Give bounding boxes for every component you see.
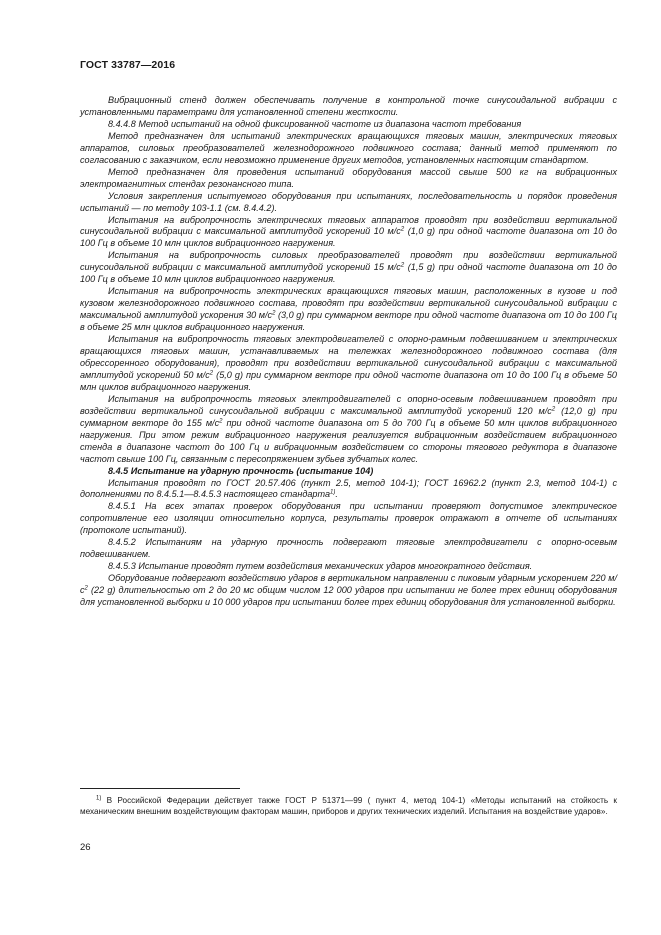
paragraph [80, 286, 617, 334]
paragraph-text: Испытания на вибропрочность электрических тяговых аппаратов проводят при воздействии вертикальной синусоидальной вибрации с максимальной амплитудой ускорений 10 м/с [80, 214, 617, 237]
footnote [80, 795, 617, 817]
footnote-marker: 1) [96, 795, 102, 802]
paragraph: 8.4.4.8 Метод испытаний на одной фиксированной частоте из диапазона частот требования [108, 118, 522, 129]
section-heading: 8.4.5 Испытание на ударную прочность (испытание 104) [108, 465, 374, 476]
footnote-text: В Российской Федерации действует также ГОСТ Р 51371—99 ( пункт 4, метод 104-1) «Методы испытаний на стойкость к механическим внешним воздействующим факторам машин, приборов и других технических изделий. Испытания на воздействие ударов». [80, 796, 617, 816]
superscript: 1) [330, 489, 336, 496]
paragraph: 8.4.5.2 Испытаниям на ударную прочность подвергают тяговые электродвигатели с опорно-осевым подвешиванием. [80, 537, 617, 560]
paragraph: 8.4.5.3 Испытание проводят путем воздействия механических ударов многократного действия. [108, 561, 533, 572]
paragraph-text: (1,5 g) при одной частоте диапазона от 10 до 100 Гц в объеме 10 млн циклов вибрационного нагружения. [80, 262, 617, 285]
paragraph-text: Оборудование подвергают воздействию ударов в вертикальном направлении с пиковым ударным ускорением 220 м/с [80, 573, 617, 596]
paragraph [80, 250, 617, 286]
paragraph [80, 573, 617, 609]
superscript: 2 [400, 262, 405, 269]
paragraph-text: (1,0 g) при одной частоте диапазона от 10 до 100 Гц в объеме 10 млн циклов вибрационного нагружения. [80, 226, 617, 249]
superscript: 2 [272, 310, 276, 317]
paragraph-text: . [335, 489, 338, 500]
paragraph-text: Испытания проводят по ГОСТ 20.57.406 (пункт 2.5, метод 104-1); ГОСТ 16962.2 (пункт 2.3, метод 104-1) с дополнениями по 8.4.5.1—8.4.5.3 настоящего стандарта [80, 477, 617, 500]
superscript: 2 [551, 406, 556, 413]
paragraph: 8.4.5.1 На всех этапах проверок оборудования при испытании проверяют допустимое электрическое сопротивление его изоляции относительно корпуса, результаты проверок отражают в отчете об испытаниях (протоколе испытаний). [80, 501, 617, 536]
paragraph-text: (12,0 g) при суммарном векторе до 155 м/с [80, 405, 618, 428]
paragraph-text: (22 g) длительностью от 2 до 20 мс общим числом 12 000 ударов при испытании не более трех единиц оборудования для установленной выборки и 10 000 ударов при испытании более трех единиц оборудования для установленной выборки. [80, 585, 617, 608]
document-header: ГОСТ 33787—2016 [80, 59, 176, 71]
paragraph-text: Испытания на вибропрочность тяговых электродвигателей с опорно-осевым подвешиванием проводят при воздействии вертикальной синусоидальной вибрации с максимальной амплитудой ускорений 120 м/с [80, 393, 617, 416]
paragraph-text: при одной частоте диапазона от 5 до 700 Гц в объеме 50 млн циклов вибрационного нагружения. При этом режим вибрационного нагружения реализуется вибрационным воздействием вибрационного стенда в диапазоне частот до 100 Гц и вибрационным воздействием со стороны тягового редуктора в диапазоне частот свыше 100 Гц, связанным с пересопряжением зубьев зубчатых колес. [80, 417, 617, 464]
superscript: 2 [84, 585, 88, 592]
superscript: 2 [209, 370, 214, 377]
paragraph [80, 478, 617, 502]
paragraph: Метод предназначен для проведения испытаний оборудования массой свыше 500 кг на вибрационных электромагнитных стендах резонансного типа. [80, 166, 617, 189]
page-number: 26 [80, 842, 91, 853]
paragraph: Вибрационный стенд должен обеспечивать получение в контрольной точке синусоидальной вибрации с установленными параметрами для установленной степени жесткости. [80, 95, 617, 117]
paragraph [80, 215, 617, 251]
paragraph: Метод предназначен для испытаний электрических вращающихся тяговых машин, электрических тяговых аппаратов, силовых преобразователей железнодорожного подвижного состава; данный метод применяют по согласованию с заказчиком, если невозможно применение других методов, установленных настоящим стандартом. [80, 130, 617, 165]
paragraph-text: (5,0 g) при суммарном векторе при одной частоте диапазона от 10 до 100 Гц в объеме 50 млн циклов вибрационного нагружения. [80, 369, 617, 392]
paragraph-text: Испытания на вибропрочность тяговых электродвигателей с опорно-рамным подвешиванием и электрических вращающихся тяговых машин, устанавливаемых на тележках железнодорожного подвижного состава (для обрессоренного оборудования), проводят при воздействии вертикальной синусоидальной вибрации с максимальной амплитудой ускорений 50 м/с [80, 334, 617, 380]
paragraph [80, 394, 617, 466]
paragraph-text: (3,0 g) при суммарном векторе при одной частоте диапазона от 10 до 100 Гц в объеме 25 млн циклов вибрационного нагружения. [80, 310, 617, 333]
document-body [80, 95, 617, 609]
paragraph: Условия закрепления испытуемого оборудования при испытаниях, последовательность и порядок проведения испытаний — по методу 103-1.1 (см. 8.4.4.2). [80, 190, 617, 213]
superscript: 2 [219, 418, 223, 425]
paragraph [80, 334, 617, 394]
footnote-divider [80, 788, 240, 789]
paragraph-text: Испытания на вибропрочность силовых преобразователей проводят при воздействии вертикальной синусоидальной вибрации с максимальной амплитудой ускорений 15 м/с [80, 250, 617, 273]
superscript: 2 [400, 226, 405, 233]
paragraph-text: Испытания на вибропрочность электрических вращающихся тяговых машин, расположенных в кузове и под кузовом железнодорожного подвижного состава, проводят при воздействии вертикальной синусоидальной вибрации с максимальной амплитудой ускорения 30 м/с [80, 286, 617, 321]
